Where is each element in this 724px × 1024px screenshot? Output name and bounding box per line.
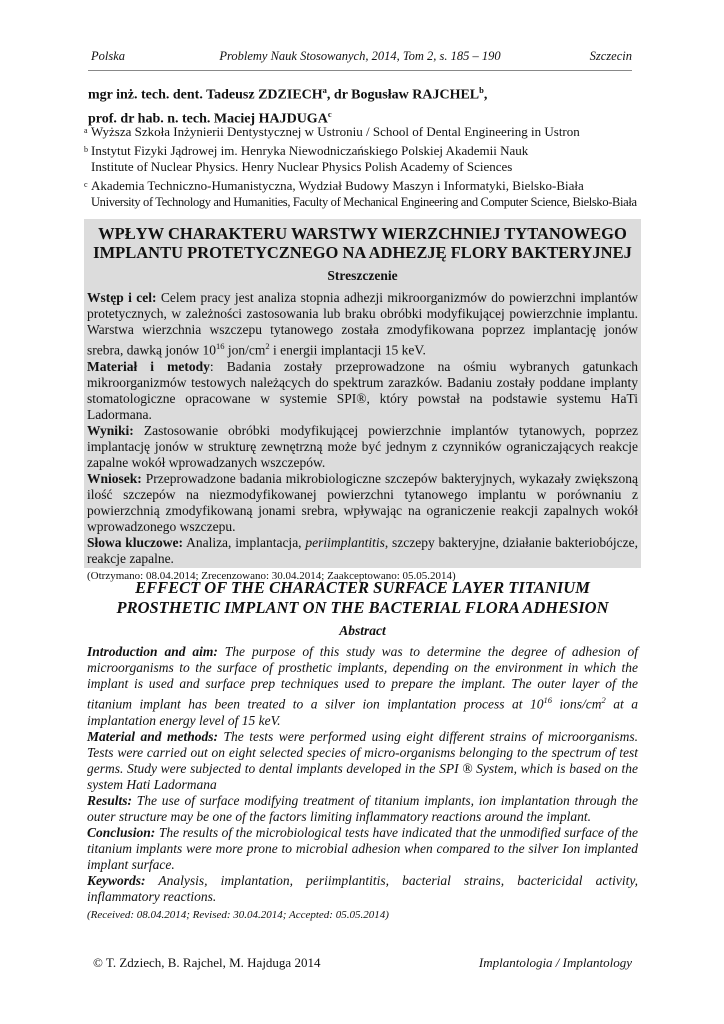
- author-1-mark: a: [322, 85, 327, 95]
- header-rule: [88, 70, 632, 71]
- polish-conclusion: [87, 471, 638, 535]
- section-label: Conclusion:: [87, 824, 156, 840]
- page-footer: [88, 955, 632, 975]
- section-text: Analysis, implantation, periimplantitis, bacterial strains, bactericidal activity, inflammatory reactions.: [87, 872, 638, 904]
- section-text: ions/cm: [551, 696, 602, 712]
- english-abstract-heading: Abstract: [339, 623, 386, 638]
- affiliation-b: [84, 143, 644, 176]
- english-results: [87, 793, 638, 825]
- polish-results: [87, 423, 638, 471]
- footer-section: Implantologia / Implantology: [478, 955, 632, 970]
- english-title-line: EFFECT OF THE CHARACTER SURFACE LAYER TITANIUM: [135, 578, 590, 597]
- section-label: Results:: [87, 792, 133, 808]
- affiliation-c: [84, 178, 644, 211]
- section-text: i energii implantacji 15 keV.: [269, 342, 426, 358]
- author-3-mark: c: [327, 108, 332, 119]
- polish-title: [84, 224, 641, 262]
- author-3: prof. dr hab. n. tech. Maciej HAJDUGA: [88, 111, 328, 127]
- section-label: Wstęp i cel:: [87, 290, 157, 305]
- affiliation-mark: a: [84, 126, 88, 135]
- section-text: , szczepy bakteryjne, działanie bakteriobójcze, reakcje zapalne.: [87, 534, 638, 566]
- section-label: Słowa kluczowe:: [87, 534, 184, 550]
- polish-dates: (Otrzymano: 08.04.2014; Zrecenzowano: 30.04.2014; Zaakceptowano: 05.05.2014): [87, 569, 456, 582]
- section-label: Keywords:: [87, 872, 146, 888]
- exponent: 16: [543, 695, 552, 705]
- exponent: 2: [601, 695, 606, 705]
- english-abstract-body: [87, 644, 638, 923]
- english-title-line: PROSTHETIC IMPLANT ON THE BACTERIAL FLORA ADHESION: [116, 598, 609, 617]
- affiliation-mark: b: [84, 144, 88, 154]
- polish-abstract-heading: Streszczenie: [327, 268, 398, 283]
- affiliation-mark: c: [84, 179, 88, 189]
- exponent: 2: [265, 341, 270, 351]
- polish-intro: [87, 290, 638, 359]
- section-label: Introduction and aim:: [87, 644, 218, 659]
- affiliation-text: Instytut Fizyki Jądrowej im. Henryka Niewodniczańskiego Polskiej Akademii Nauk: [91, 142, 529, 158]
- section-label: Wyniki:: [87, 422, 134, 438]
- section-text: Celem pracy jest analiza stopnia adhezji mikroorganizmów do powierzchni implantów protetycznych, w zależności zastosowania lub braku obróbki modyfikującej powierzchnie implantu. Warstwa wierzchnia wszczepu tytanowego została zmodyfikowana poprzez implantację jonów srebra, dawką jonów 10: [87, 290, 638, 358]
- section-label: Materiał i metody: [87, 358, 210, 374]
- affiliation-text: Akademia Techniczno-Humanistyczna, Wydział Budowy Maszyn i Informatyki, Bielsko-Biała: [91, 177, 584, 193]
- section-text: Przeprowadzone badania mikrobiologiczne szczepów bakteryjnych, wykazały zwiększoną ilość szczepów na niezmodyfikowanej powierzchni tytanowego implantu w porównaniu z powierzchnią zmodyfikowaną jonami srebra, wpływając na ograniczenie reakcji zapalnych wokół wprowadzonego wszczepu.: [87, 470, 638, 534]
- author-2-mark: b: [479, 85, 484, 95]
- author-list: [88, 81, 632, 128]
- polish-abstract-body: [87, 290, 638, 584]
- english-title: [84, 578, 641, 618]
- polish-methods: [87, 359, 638, 423]
- section-label: Wniosek:: [87, 470, 142, 486]
- english-conclusion: [87, 825, 638, 873]
- section-label: Material and methods:: [87, 728, 218, 744]
- footer-copyright: © T. Zdziech, B. Rajchel, M. Hajduga 2014: [93, 955, 321, 970]
- affiliations: [84, 124, 644, 211]
- affiliation-text-en: University of Technology and Humanities, Faculty of Mechanical Engineering and Computer Science, Bielsko-Biała: [91, 195, 637, 209]
- exponent: 16: [215, 341, 225, 351]
- author-2: dr Bogusław RAJCHEL: [333, 87, 480, 103]
- section-text: Zastosowanie obróbki modyfikującej powierzchnie implantów tytanowych, poprzez implantację jonów w strukturę zewnętrzną może być jednym z czynników ograniczających reakcje zapalne wokół wprowadzanych wszczepów.: [87, 422, 638, 470]
- english-methods: [87, 729, 638, 793]
- affiliation-text-en: Institute of Nuclear Physics. Henry Nuclear Physics Polish Academy of Sciences: [91, 159, 513, 174]
- section-text: The results of the microbiological tests have indicated that the unmodified surface of the titanium implants were more prone to microbial adhesion when compared to the silver Ion implanted implant surface.: [87, 824, 638, 872]
- polish-title-line: IMPLANTU PROTETYCZNEGO NA ADHEZJĘ FLORY BAKTERYJNEJ: [93, 243, 632, 262]
- running-header: [88, 49, 632, 69]
- english-keywords: [87, 873, 638, 905]
- author-separator: ,: [326, 87, 334, 103]
- section-text: The tests were performed using eight different strains of microorganisms. Tests were carried out on eight selected species of micro-organisms belonging to the spectrum of test germs. Study were subjected to dental implants developed in the SPI ® System, which is based on the system Hati Ladormana: [87, 728, 638, 792]
- polish-keywords: [87, 535, 638, 567]
- section-text: periimplantitis: [305, 534, 385, 550]
- header-city: Szczecin: [589, 49, 632, 63]
- affiliation-a: [84, 124, 644, 141]
- section-text: at a implantation energy level of 15 keV.: [87, 696, 638, 728]
- section-text: The use of surface modifying treatment of titanium implants, ion implantation through the outer structure may be one of the factors limiting inflammatory reactions around the implant.: [87, 792, 638, 824]
- author-separator: ,: [483, 87, 488, 103]
- header-country: Polska: [91, 49, 126, 63]
- header-journal: Problemy Nauk Stosowanych, 2014, Tom 2, s. 185 – 190: [219, 49, 501, 63]
- section-text: : Badania zostały przeprowadzone na ośmiu wybranych gatunkach mikroorganizmów testowych należących do spektrum zarazków. Badaniu zostały poddane implanty stomatologiczne opracowane w systemie SPI®, który powstał na podstawie systemu HaTi Ladormana.: [87, 358, 639, 422]
- english-intro: [87, 644, 638, 729]
- section-text: The purpose of this study was to determine the degree of adhesion of microorganisms to the surface of prosthetic implants, depending on the environment in which the implant is used and surface prep techniques used to prepare the implant. The outer layer of the titanium implant has been treated to a silver ion implantation process at 10: [87, 644, 639, 712]
- author-1: mgr inż. tech. dent. Tadeusz ZDZIECH: [88, 87, 323, 103]
- section-text: Analiza, implantacja,: [183, 534, 306, 550]
- polish-title-line: WPŁYW CHARAKTERU WARSTWY WIERZCHNIEJ TYTANOWEGO: [98, 224, 627, 243]
- polish-abstract-box: [84, 219, 641, 582]
- english-dates: (Received: 08.04.2014; Revised: 30.04.2014; Accepted: 05.05.2014): [87, 908, 389, 921]
- section-text: jon/cm: [224, 342, 266, 358]
- affiliation-text: Wyższa Szkoła Inżynierii Dentystycznej w Ustroniu / School of Dental Engineering in Ustron: [91, 124, 580, 139]
